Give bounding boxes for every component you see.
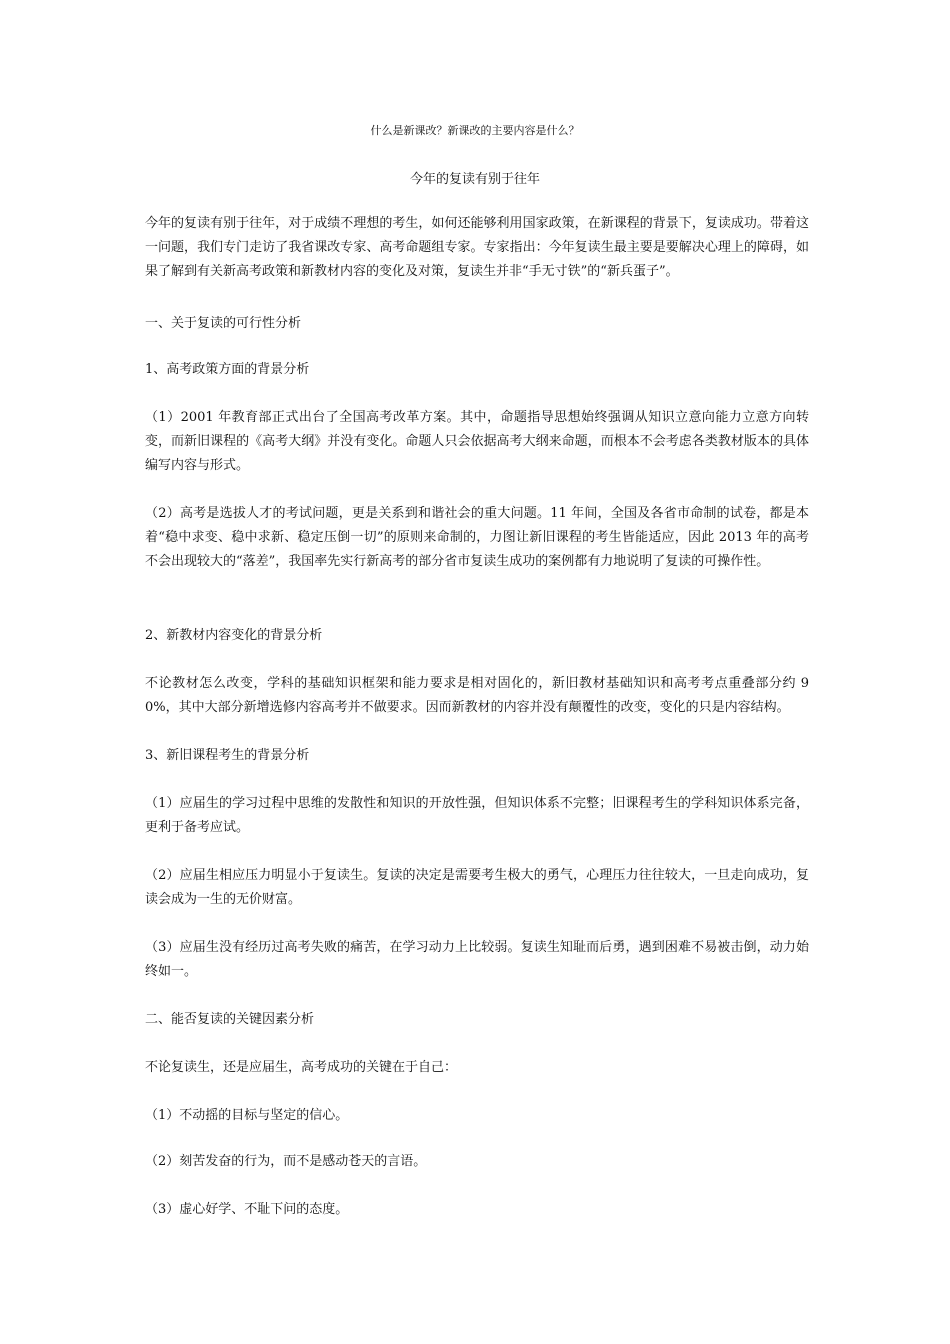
- paragraph: （1）应届生的学习过程中思维的发散性和知识的开放性强，但知识体系不完整；旧课程考生的学科知识体系完备，更利于备考应试。: [145, 796, 809, 835]
- paragraph: （3）应届生没有经历过高考失败的痛苦，在学习动力上比较弱。复读生知耻而后勇，遇到困难不易被击倒，动力始终如一。: [145, 940, 809, 979]
- subsection-heading: 3、新旧课程考生的背景分析: [145, 748, 310, 763]
- list-item: （1）不动摇的目标与坚定的信心。: [145, 1108, 349, 1123]
- section-heading: 一、关于复读的可行性分析: [145, 316, 302, 331]
- article-title: 今年的复读有别于往年: [409, 172, 540, 187]
- intro-paragraph: 今年的复读有别于往年，对于成绩不理想的考生，如何还能够利用国家政策，在新课程的背景下，复读成功。带着这一问题，我们专门走访了我省课改专家、高考命题组专家。专家指出：今年复读生最主要是要解决心理上的障碍，如果了解到有关新高考政策和新教材内容的变化及对策，复读生并非“手无寸铁”的“新兵蛋子”。: [145, 216, 809, 279]
- list-item: （2）刻苦发奋的行为，而不是感动苍天的言语。: [145, 1154, 427, 1169]
- paragraph: 不论教材怎么改变，学科的基础知识框架和能力要求是相对固化的，新旧教材基础知识和高考考点重叠部分约 90%，其中大部分新增选修内容高考并不做要求。因而新教材的内容并没有颠覆性的改变，变化的只是内容结构。: [145, 676, 809, 715]
- subsection-heading: 1、高考政策方面的背景分析: [145, 362, 310, 377]
- section-heading: 二、能否复读的关键因素分析: [145, 1012, 315, 1027]
- paragraph: 不论复读生，还是应届生，高考成功的关键在于自己：: [145, 1060, 458, 1075]
- paragraph: （1）2001 年教育部正式出台了全国高考改革方案。其中，命题指导思想始终强调从知识立意向能力立意方向转变，而新旧课程的《高考大纲》并没有变化。命题人只会依据高考大纲来命题，而根本不会考虑各类教材版本的具体编写内容与形式。: [145, 410, 809, 473]
- document-title: 什么是新课改？新课改的主要内容是什么？: [370, 124, 580, 137]
- list-item: （3）虚心好学、不耻下问的态度。: [145, 1202, 349, 1217]
- subsection-heading: 2、新教材内容变化的背景分析: [145, 628, 323, 643]
- paragraph: （2）应届生相应压力明显小于复读生。复读的决定是需要考生极大的勇气，心理压力往往较大，一旦走向成功，复读会成为一生的无价财富。: [145, 868, 809, 907]
- paragraph: （2）高考是选拔人才的考试问题，更是关系到和谐社会的重大问题。11 年间，全国及各省市命制的试卷，都是本着“稳中求变、稳中求新、稳定压倒一切”的原则来命制的，力图让新旧课程的考生皆能适应，因此 2013 年的高考不会出现较大的“落差”，我国率先实行新高考的部分省市复读生成功的案例都有力地说明了复读的可操作性。: [145, 506, 809, 569]
